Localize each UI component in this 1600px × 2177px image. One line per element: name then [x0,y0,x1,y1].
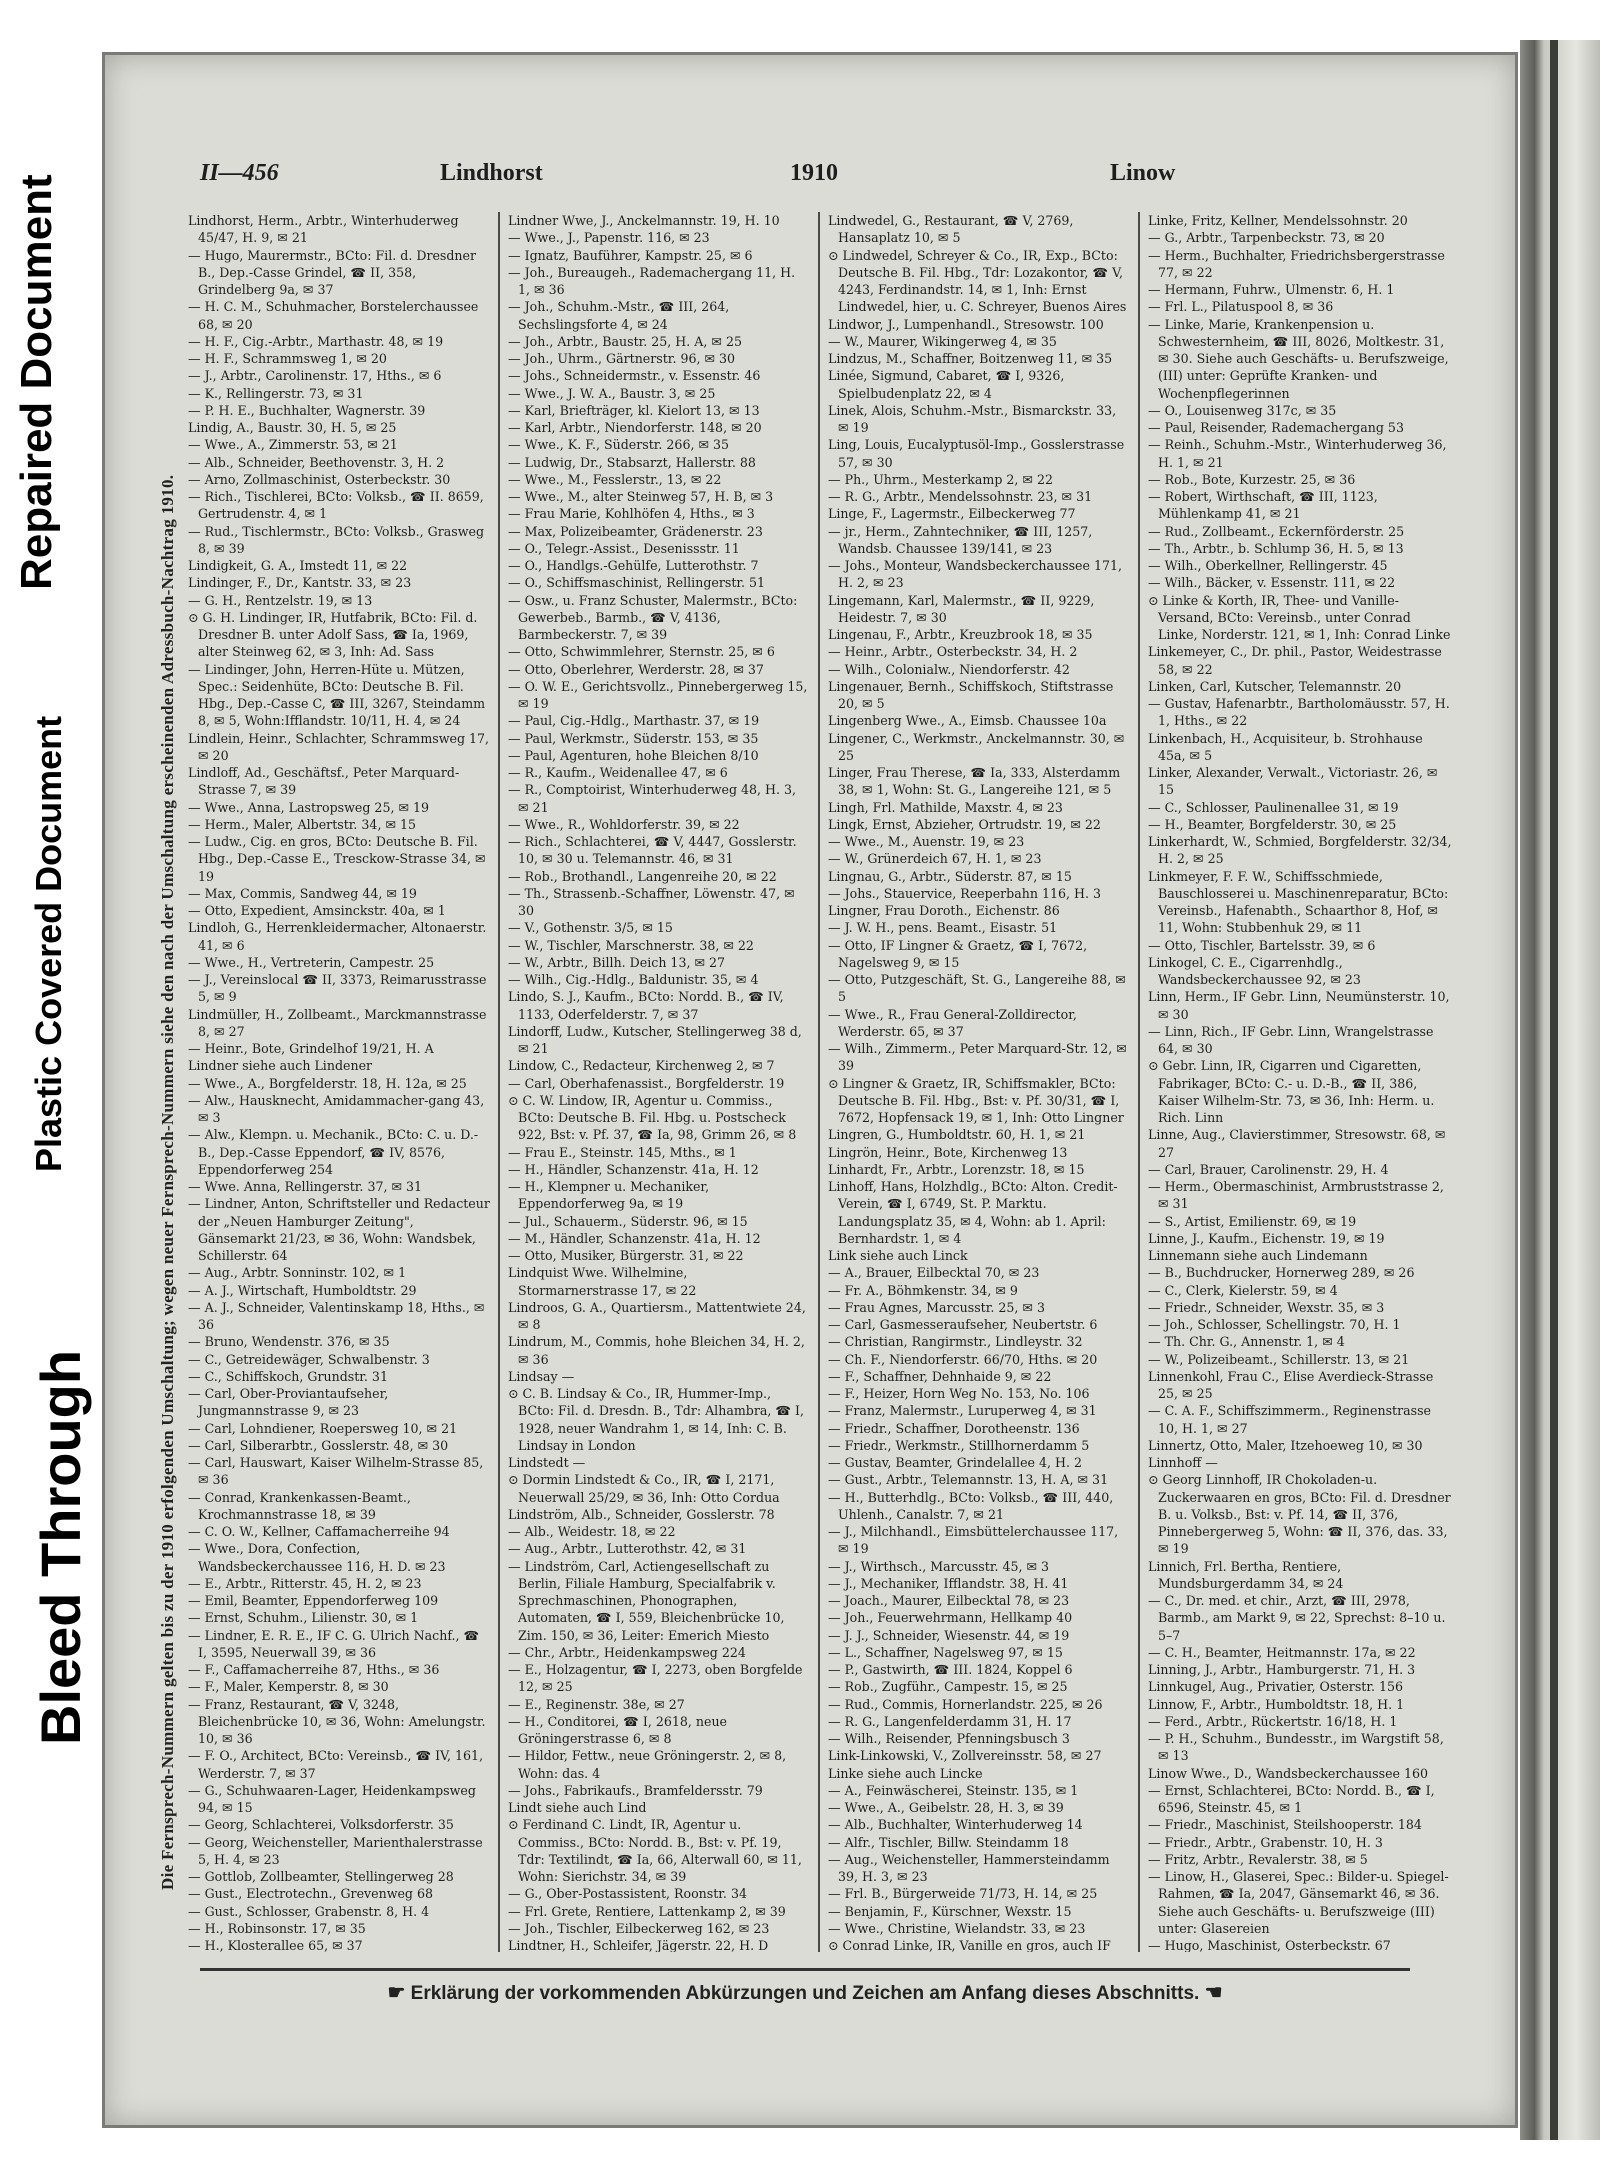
directory-entry: — Conrad, Krankenkassen-Beamt., Krochmannstrasse 18, ✉ 39 [188,1489,411,1522]
directory-entry: — Wwe., Christine, Wielandstr. 33, ✉ 23 [828,1920,1086,1936]
directory-entry: — A. J., Wirtschaft, Humboldtstr. 29 [188,1282,417,1298]
directory-entry: — Christian, Rangirmstr., Lindleystr. 32 [828,1334,1083,1350]
directory-entry: — J., Vereinslocal ☎ II, 3373, Reimarusstrasse 5, ✉ 9 [188,972,487,1005]
footer [200,1980,1410,2005]
directory-entry: — jr., Herm., Zahntechniker, ☎ III, 1257, Wandsb. Chaussee 139/141, ✉ 23 [828,523,1093,556]
directory-entry: — Linow, H., Glaserei, Spec.: Bilder-u. Spiegel-Rahmen, ☎ Ia, 2047, Gänsemarkt 46, ✉ 36. Siehe auch Geschäfts- u. Berufszweige (III) unter: Glasereien [1148,1869,1449,1936]
directory-entry: Lingener, C., Werkmstr., Anckelmannstr. 30, ✉ 25 [828,730,1125,763]
directory-entry: — Wwe., J. W. A., Baustr. 3, ✉ 25 [508,385,716,401]
directory-entry: — P. H. E., Buchhalter, Wagnerstr. 39 [188,402,426,418]
directory-entry: — Friedr., Schneider, Wexstr. 35, ✉ 3 [1148,1299,1385,1315]
directory-entry: — Johs., Stauervice, Reeperbahn 116, H. 3 [828,885,1102,901]
directory-entry: — Wilh., Zimmerm., Peter Marquard-Str. 12, ✉ 39 [828,1041,1127,1074]
directory-entry: — O., Handlgs.-Gehülfe, Lutterothstr. 7 [508,558,759,573]
directory-entry: — C., Dr. med. et chir., Arzt, ☎ III, 2978, Barmb., am Markt 9, ✉ 22, Sprechst: 8–10 u. 5–7 [1148,1593,1446,1643]
directory-entry: — Aug., Arbtr., Lutterothstr. 42, ✉ 31 [508,1541,747,1557]
directory-entry: — S., Artist, Emilienstr. 69, ✉ 19 [1148,1213,1357,1229]
directory-entry: — Hugo, Maschinist, Osterbeckstr. 67 [1148,1938,1391,1952]
directory-entry: Lindmüller, H., Zollbeamt., Marckmannstrasse 8, ✉ 27 [188,1006,487,1039]
directory-entry: — Wwe., A., Zimmerstr. 53, ✉ 21 [188,437,398,453]
directory-entry: — Otto, Musiker, Bürgerstr. 31, ✉ 22 [508,1248,744,1263]
directory-entry: Linken, Carl, Kutscher, Telemannstr. 20 [1148,678,1402,694]
directory-entry: — Gust., Schlosser, Grabenstr. 8, H. 4 [188,1903,430,1919]
directory-entry: — Hermann, Fuhrw., Ulmenstr. 6, H. 1 [1148,282,1395,297]
directory-entry: Lingnau, G., Arbtr., Süderstr. 87, ✉ 15 [828,868,1072,884]
directory-entry: ⊙ Gebr. Linn, IR, Cigarren und Cigaretten, Fabrikager, BCto: C.- u. D.-B., ☎ II, 386, Kaiser Wilhelm-Str. 73, ✉ 36, Inh: Herm. u. Rich. Linn [1148,1058,1435,1125]
directory-entry: — Rud., Commis, Hornerlandstr. 225, ✉ 26 [828,1696,1103,1712]
directory-entry: Linge, F., Lagermstr., Eilbeckerweg 77 [828,506,1076,522]
directory-entry: Lindigkeit, G. A., Imstedt 11, ✉ 22 [188,558,408,573]
directory-entry: — Wilh., Cig.-Hdlg., Baldunistr. 35, ✉ 4 [508,972,759,987]
directory-entry: — Georg, Weichensteller, Marienthalerstrasse 5, H. 4, ✉ 23 [188,1834,483,1867]
directory-entry: — Bruno, Wendenstr. 376, ✉ 35 [188,1334,390,1350]
directory-entry: — Alfr., Tischler, Billw. Steindamm 18 [828,1834,1069,1850]
directory-entry: — G., Schuhwaaren-Lager, Heidenkampsweg 94, ✉ 15 [188,1782,476,1815]
column-4 [1140,212,1460,1952]
directory-entry: — Arno, Zollmaschinist, Osterbeckstr. 30 [188,471,451,487]
directory-entry: — W., Polizeibeamt., Schillerstr. 13, ✉ 21 [1148,1351,1410,1367]
directory-entry: — Carl, Ober-Proviantaufseher, Jungmannstrasse 9, ✉ 23 [188,1386,389,1419]
directory-entry: — A., Brauer, Eilbecktal 70, ✉ 23 [828,1265,1040,1281]
footer-text: Erklärung der vorkommenden Abkürzungen und Zeichen am Anfang dieses Abschnitts. [410,1983,1200,2004]
directory-entry: — G. H., Rentzelstr. 19, ✉ 13 [188,592,373,608]
directory-entry: Lindinger, F., Dr., Kantstr. 33, ✉ 23 [188,575,412,591]
directory-entry: — Wilh., Bäcker, v. Essenstr. 111, ✉ 22 [1148,575,1396,591]
directory-entry: — Joh., Uhrm., Gärtnerstr. 96, ✉ 30 [508,351,736,366]
directory-entry: — Ernst, Schlachterei, BCto: Nordd. B., ☎ I, 6596, Steinstr. 45, ✉ 1 [1148,1782,1435,1815]
directory-entry: — Gustav, Hafenarbtr., Bartholomäusstr. 57, H. 1, Hths., ✉ 22 [1148,696,1450,729]
directory-entry: — Rich., Tischlerei, BCto: Volksb., ☎ II. 8659, Gertrudenstr. 4, ✉ 1 [188,489,484,522]
directory-entry: — Joh., Schuhm.-Mstr., ☎ III, 264, Sechslingsforte 4, ✉ 24 [508,299,730,332]
directory-entry: — Carl, Brauer, Carolinenstr. 29, H. 4 [1148,1161,1389,1177]
directory-entry: — Frau Agnes, Marcusstr. 25, ✉ 3 [828,1299,1045,1315]
page-edge [1520,40,1600,2140]
pointing-hand-icon: ☚ [1204,1982,1223,2004]
directory-entry: Lingenauer, Bernh., Schiffskoch, Stiftstrasse 20, ✉ 5 [828,678,1114,711]
directory-entry: — Herm., Maler, Albertstr. 34, ✉ 15 [188,816,417,832]
directory-entry: — J., Wirthsch., Marcusstr. 45, ✉ 3 [828,1558,1050,1574]
directory-entry: — Aug., Arbtr. Sonninstr. 102, ✉ 1 [188,1265,407,1281]
directory-entry: — Ph., Uhrm., Mesterkamp 2, ✉ 22 [828,471,1053,487]
directory-entry: — J., Mechaniker, Ifflandstr. 38, H. 41 [828,1575,1069,1591]
directory-entry: — E., Reginenstr. 38e, ✉ 27 [508,1696,685,1712]
directory-entry: — Otto, Tischler, Bartelsstr. 39, ✉ 6 [1148,937,1376,953]
directory-entry: — M., Händler, Schanzenstr. 41a, H. 12 [508,1230,761,1246]
directory-entry: — J., Milchhandl., Eimsbüttelerchaussee 117, ✉ 19 [828,1524,1119,1557]
directory-entry: — E., Holzagentur, ☎ I, 2273, oben Borgfelde 12, ✉ 25 [508,1662,803,1695]
directory-entry: — Rob., Zugführ., Campestr. 15, ✉ 25 [828,1679,1068,1695]
directory-entry: — Lindinger, John, Herren-Hüte u. Mützen, Spec.: Seidenhüte, BCto: Deutsche B. Fil. Hbg., Dep.-Casse C, ☎ III, 3267, Steindamm 8, ✉ 5, Wohn:Ifflandstr. 10/11, H. 4, ✉ 24 [188,661,486,729]
directory-entry: — Linn, Rich., IF Gebr. Linn, Wrangelstrasse 64, ✉ 30 [1148,1023,1434,1056]
directory-entry: — W., Grünerdeich 67, H. 1, ✉ 23 [828,851,1042,867]
directory-entry: — R., Kaufm., Weidenallee 47, ✉ 6 [508,765,728,780]
directory-entry: — F. O., Architect, BCto: Vereinsb., ☎ IV, 161, Werderstr. 7, ✉ 37 [188,1748,484,1781]
directory-entry: — Carl, Hauswart, Kaiser Wilhelm-Strasse 85, ✉ 36 [188,1455,484,1488]
directory-entry: — G., Arbtr., Tarpenbeckstr. 73, ✉ 20 [1148,230,1385,246]
directory-entry: — F., Heizer, Horn Weg No. 153, No. 106 [828,1386,1090,1401]
directory-entry: — J. W. H., pens. Beamt., Eisastr. 51 [828,920,1058,936]
directory-entry: — B., Buchdrucker, Hornerweg 289, ✉ 26 [1148,1265,1415,1281]
directory-entry: — Alw., Hausknecht, Amidammacher-gang 43, ✉ 3 [188,1092,485,1125]
directory-entry: Lindorff, Ludw., Kutscher, Stellingerweg 38 d, ✉ 21 [508,1023,802,1056]
directory-entry: — Hugo, Maurermstr., BCto: Fil. d. Dresdner B., Dep.-Casse Grindel, ☎ II, 358, Grindelberg 9a, ✉ 37 [188,247,477,297]
directory-entry: Lingner, Frau Doroth., Eichenstr. 86 [828,903,1060,918]
pointing-hand-icon: ☛ [387,1982,406,2004]
directory-entry: — Joach., Maurer, Eilbecktal 78, ✉ 23 [828,1593,1070,1608]
directory-entry: — A. J., Schneider, Valentinskamp 18, Hths., ✉ 36 [188,1299,485,1332]
directory-entry: — Wilh., Oberkellner, Rellingerstr. 45 [1148,558,1388,573]
directory-entry: — R., Comptoirist, Winterhuderweg 48, H. 3, ✉ 21 [508,782,797,815]
directory-entry: — Frl. B., Bürgerweide 71/73, H. 14, ✉ 25 [828,1886,1098,1902]
directory-entry: — H., Klosterallee 65, ✉ 37 [188,1938,363,1952]
plastic-covered-document-label: Plastic Covered Document [28,715,69,1172]
directory-entry: — Chr., Arbtr., Heidenkampsweg 224 [508,1644,746,1660]
directory-entry: — R. G., Arbtr., Mendelssohnstr. 23, ✉ 31 [828,489,1093,504]
directory-entry: ⊙ Conrad Linke, IR, Vanille en gros, auch IF [828,1938,1111,1952]
directory-entry: — Osw., u. Franz Schuster, Malermstr., BCto: Gewerbeb., Barmb., ☎ V, 4136, Barmbeckerstr. 7, ✉ 39 [508,592,798,642]
directory-entry: — Rob., Brothandl., Langenreihe 20, ✉ 22 [508,868,777,884]
directory-entry: Lindwedel, G., Restaurant, ☎ V, 2769, Hansaplatz 10, ✉ 5 [828,213,1074,246]
directory-entry: — H. C. M., Schuhmacher, Borstelerchaussee 68, ✉ 20 [188,299,479,332]
directory-entry: Lindt siehe auch Lind [508,1800,647,1815]
directory-entry: Linnenkohl, Frau C., Elise Averdieck-Strasse 25, ✉ 25 [1148,1368,1434,1401]
directory-entry: Lindroos, G. A., Quartiersm., Mattentwiete 24, ✉ 8 [508,1299,806,1332]
directory-entry: — H., Beamter, Borgfelderstr. 30, ✉ 25 [1148,816,1397,832]
directory-entry: — Wwe., M., alter Steinweg 57, H. B, ✉ 3 [508,489,774,504]
directory-entry: — Georg, Schlachterei, Volksdorferstr. 35 [188,1817,454,1833]
directory-entry: ⊙ Dormin Lindstedt & Co., IR, ☎ I, 2171, Neuerwall 25/29, ✉ 36, Inh: Otto Cordua [508,1472,780,1505]
directory-entry: — Joh., Tischler, Eilbeckerweg 162, ✉ 23 [508,1920,770,1936]
directory-entry: — Ludwig, Dr., Stabsarzt, Hallerstr. 88 [508,454,756,470]
directory-entry: Linnemann siehe auch Lindemann [1148,1248,1368,1263]
directory-entry: — Fr. A., Böhmkenstr. 34, ✉ 9 [828,1282,1018,1298]
directory-entry: — Otto, Schwimmlehrer, Sternstr. 25, ✉ 6 [508,644,775,660]
directory-entry: — Frl. Grete, Rentiere, Lattenkamp 2, ✉ 39 [508,1903,786,1919]
directory-entry: — Wwe., A., Geibelstr. 28, H. 3, ✉ 39 [828,1800,1064,1815]
directory-entry: — C., Schiffskoch, Grundstr. 31 [188,1368,388,1384]
directory-entry: Lindner siehe auch Lindener [188,1058,373,1074]
directory-entry: — Wwe., J., Papenstr. 116, ✉ 23 [508,230,710,246]
directory-entry: Lindtner, H., Schleifer, Jägerstr. 22, H. D [508,1938,769,1952]
directory-entry: Lindo, S. J., Kaufm., BCto: Nordd. B., ☎ IV, 1133, Oderfelderstr. 7, ✉ 37 [508,989,784,1022]
footer-rule [200,1968,1410,1971]
directory-entry: — Franz, Restaurant, ☎ V, 3248, Bleichenbrücke 10, ✉ 36, Wohn: Amelungstr. 10, ✉ 36 [188,1696,486,1746]
directory-entry: — Carl, Lohndiener, Roepersweg 10, ✉ 21 [188,1420,458,1436]
directory-entry: — Wwe., M., Auenstr. 19, ✉ 23 [828,834,1025,849]
directory-entry: Lindner Wwe, J., Anckelmannstr. 19, H. 10 [508,213,780,228]
directory-entry: — Max, Commis, Sandweg 44, ✉ 19 [188,885,417,901]
directory-entry: — H. F., Schrammsweg 1, ✉ 20 [188,351,387,366]
directory-entry: — Rud., Tischlermstr., BCto: Volksb., Grasweg 8, ✉ 39 [188,523,485,556]
directory-entry: — Otto, Putzgeschäft, St. G., Langereihe 88, ✉ 5 [828,972,1126,1005]
directory-entry: — V., Gothenstr. 3/5, ✉ 15 [508,920,673,936]
directory-entry: — J. J., Schneider, Wiesenstr. 44, ✉ 19 [828,1627,1070,1643]
directory-entry: — C. H., Beamter, Heitmannstr. 17a, ✉ 22 [1148,1644,1416,1660]
directory-entry: ⊙ Linke & Korth, IR, Thee- und Vanille-Versand, BCto: Vereinsb., unter Conrad Linke, Norderstr. 121, ✉ 1, Inh: Conrad Linke [1148,592,1451,642]
directory-entry: — G., Ober-Postassistent, Roonstr. 34 [508,1886,747,1902]
directory-entry: Lingk, Ernst, Abzieher, Ortrudstr. 19, ✉ 22 [828,816,1101,832]
directory-entry: — H., Butterhdlg., BCto: Volksb., ☎ III, 440, Uhlenh., Canalstr. 7, ✉ 21 [828,1489,1114,1522]
directory-entry: ⊙ C. W. Lindow, IR, Agentur u. Commiss., BCto: Deutsche B. Fil. Hbg. u. Postscheck 922, Bst: v. Pf. 37, ☎ Ia, 98, Grimm 26, ✉ 8 [508,1092,797,1143]
directory-entry: Lindloh, G., Herrenkleidermacher, Altonaerstr. 41, ✉ 6 [188,920,487,953]
margin-note: Die Fernsprech-Nummern gelten bis zu der 1910 erfolgenden Umschaltung; wegen neuer Fernsprech-Nummern siehe den nach der Umschaltung erscheinenden Adressbuch-Nachtrag 1910. [158,474,177,1890]
directory-entry: Linhardt, Fr., Arbtr., Lorenzstr. 18, ✉ 15 [828,1161,1085,1177]
directory-entry: Lindhorst, Herm., Arbtr., Winterhuderweg 45/47, H. 9, ✉ 21 [188,213,459,246]
directory-entry: — Friedr., Schaffner, Dorotheenstr. 136 [828,1420,1080,1436]
directory-entry: — Th., Strassenb.-Schaffner, Löwenstr. 47, ✉ 30 [508,885,795,918]
directory-entry: — Karl, Briefträger, kl. Kielort 13, ✉ 13 [508,402,760,418]
directory-entry: Ling, Louis, Eucalyptusöl-Imp., Gosslerstrasse 57, ✉ 30 [828,437,1125,470]
directory-entry: Linnhoff — [1148,1455,1218,1470]
label-strip [0,0,100,2177]
directory-entry: — Lindner, Anton, Schriftsteller und Redacteur der „Neuen Hamburger Zeitung", Gänsemarkt 21/23, ✉ 36, Wohn: Wandsbek, Schillerstr. 64 [188,1196,490,1263]
directory-entry: Lindloff, Ad., Geschäftsf., Peter Marquard-Strasse 7, ✉ 39 [188,765,460,798]
directory-entry: — W., Arbtr., Billh. Deich 13, ✉ 27 [508,954,726,970]
directory-entry: — Emil, Beamter, Eppendorferweg 109 [188,1593,439,1608]
directory-entry: — Johs., Monteur, Wandsbeckerchaussee 171, H. 2, ✉ 23 [828,558,1122,591]
directory-entry: ⊙ Lindwedel, Schreyer & Co., IR, Exp., BCto: Deutsche B. Fil. Hbg., Tdr: Lozakontor, ☎ V, 4243, Ferdinandstr. 14, ✉ 1, Inh: Ernst Lindwedel, hier, u. C. Schreyer, Buenos Aires [828,247,1127,315]
header-first-name: Lindhorst [440,160,543,186]
directory-entry: — R. G., Langenfelderdamm 31, H. 17 [828,1713,1072,1729]
directory-entry: — Ignatz, Bauführer, Kampstr. 25, ✉ 6 [508,247,753,263]
directory-entry: — Carl, Oberhafenassist., Borgfelderstr. 19 [508,1075,785,1091]
directory-entry: — Ludw., Cig. en gros, BCto: Deutsche B. Fil. Hbg., Dep.-Casse E., Tresckow-Strasse 34, ✉ 19 [188,834,486,884]
directory-entry: — Max, Polizeibeamter, Grädenerstr. 23 [508,523,763,539]
column-2 [500,212,820,1952]
directory-entry: — C., Schlosser, Paulinenallee 31, ✉ 19 [1148,799,1399,815]
directory-entry: — Joh., Arbtr., Baustr. 25, H. A, ✉ 25 [508,333,742,349]
directory-entry: — C. O. W., Kellner, Caffamacherreihe 94 [188,1524,450,1539]
directory-entry: — Johs., Schneidermstr., v. Essenstr. 46 [508,368,761,384]
directory-entry: — Robert, Wirthschaft, ☎ III, 1123, Mühlenkamp 41, ✉ 21 [1148,489,1378,522]
directory-entry: ⊙ C. B. Lindsay & Co., IR, Hummer-Imp., BCto: Fil. d. Dresdn. B., Tdr: Alhambra, ☎ I, 1928, neuer Wandrahm 1, ✉ 14, Inh: C. B. Lindsay in London [508,1386,805,1453]
directory-entry: — A., Feinwäscherei, Steinstr. 135, ✉ 1 [828,1782,1079,1798]
directory-entry: Lindzus, M., Schaffner, Boitzenweg 11, ✉ 35 [828,351,1113,366]
directory-entry: Linkerhardt, W., Schmied, Borgfelderstr. 32/34, H. 2, ✉ 25 [1148,834,1452,867]
directory-entry: — Wwe., K. F., Süderstr. 266, ✉ 35 [508,437,730,453]
directory-entry: — Benjamin, F., Kürschner, Wexstr. 15 [828,1903,1072,1919]
directory-entry: Linning, J., Arbtr., Hamburgerstr. 71, H. 3 [1148,1662,1416,1677]
directory-entry: Linée, Sigmund, Cabaret, ☎ I, 9326, Spielbudenplatz 22, ✉ 4 [828,368,1065,401]
directory-entry: — Aug., Weichensteller, Hammersteindamm 39, H. 3, ✉ 23 [828,1851,1110,1884]
directory-entry: — Wilh., Reisender, Pfenningsbusch 3 [828,1731,1070,1746]
directory-entry: — W., Maurer, Wikingerweg 4, ✉ 35 [828,333,1057,349]
directory-entry: Lindrum, M., Commis, hohe Bleichen 34, H. 2, ✉ 36 [508,1334,805,1367]
header-last-name: Linow [1110,160,1176,186]
directory-entry: — H. F., Cig.-Arbtr., Marthastr. 48, ✉ 19 [188,333,444,349]
directory-entry: — Franz, Malermstr., Luruperweg 4, ✉ 31 [828,1403,1097,1419]
directory-entry: — Paul, Agenturen, hohe Bleichen 8/10 [508,747,759,763]
directory-entry: — H., Händler, Schanzenstr. 41a, H. 12 [508,1161,759,1177]
directory-entry: Linne, Aug., Clavierstimmer, Stresowstr. 68, ✉ 27 [1148,1127,1446,1160]
directory-entry: — H., Klempner u. Mechaniker, Eppendorferweg 9a, ✉ 19 [508,1179,710,1212]
header-year: 1910 [790,160,838,186]
directory-entry: Linow Wwe., D., Wandsbeckerchaussee 160 [1148,1765,1429,1781]
directory-entry: Lindwor, J., Lumpenhandl., Stresowstr. 100 [828,316,1104,332]
directory-entry: — L., Schaffner, Nagelsweg 97, ✉ 15 [828,1644,1063,1660]
directory-entry: — Carl, Gasmesseraufseher, Neubertstr. 6 [828,1317,1098,1332]
directory-entry: — Reinh., Schuhm.-Mstr., Winterhuderweg 36, H. 1, ✉ 21 [1148,437,1447,470]
directory-entry: — Herm., Buchhalter, Friedrichsbergerstrasse 77, ✉ 22 [1148,247,1445,280]
directory-entry: — Linke, Marie, Krankenpension u. Schwesternheim, ☎ III, 8026, Moltkestr. 31, ✉ 30. Siehe auch Geschäfts- u. Berufszweige, (III) unter: Geprüfte Kranken- und Wochenpflegerinnen [1148,316,1449,401]
directory-entry: — Alb., Schneider, Beethovenstr. 3, H. 2 [188,454,445,470]
directory-entry: Linke siehe auch Lincke [828,1765,983,1781]
directory-entry: — Gust., Arbtr., Telemannstr. 13, H. A, ✉ 31 [828,1472,1109,1488]
directory-entry: — P. H., Schuhm., Bundesstr., im Wargstift 58, ✉ 13 [1148,1731,1444,1764]
page-number: II—456 [200,160,279,186]
directory-entry: — Otto, Oberlehrer, Werderstr. 28, ✉ 37 [508,661,764,677]
directory-entry: — Carl, Silberarbtr., Gosslerstr. 48, ✉ 30 [188,1437,449,1453]
directory-entry: — Rich., Schlachterei, ☎ V, 4447, Gosslerstr. 10, ✉ 30 u. Telemannstr. 46, ✉ 31 [508,834,797,867]
directory-entry: — O., Louisenweg 317c, ✉ 35 [1148,402,1337,418]
directory-entry: — Frl. L., Pilatuspool 8, ✉ 36 [1148,299,1334,315]
directory-entry: — Johs., Fabrikaufs., Bramfeldersstr. 79 [508,1782,763,1798]
directory-entry: Lindlein, Heinr., Schlachter, Schrammsweg 17, ✉ 20 [188,730,490,763]
directory-entry: — Wwe., Dora, Confection, Wandsbeckerchaussee 116, H. D. ✉ 23 [188,1541,446,1574]
directory-entry: Lindow, C., Redacteur, Kirchenweg 2, ✉ 7 [508,1058,775,1074]
directory-entry: — F., Schaffner, Dehnhaide 9, ✉ 22 [828,1368,1052,1384]
directory-entry: — Rud., Zollbeamt., Eckernförderstr. 25 [1148,523,1405,539]
directory-entry: Lindström, Alb., Schneider, Gosslerstr. 78 [508,1506,775,1522]
bleed-through-label: Bleed Through [29,1349,92,1745]
directory-entry: — J., Arbtr., Carolinenstr. 17, Hths., ✉ 6 [188,368,442,384]
binding-strip [1550,40,1558,2140]
directory-entry: — Lindner, E. R. E., IF C. G. Ulrich Nachf., ☎ I, 3595, Neuerwall 39, ✉ 36 [188,1627,480,1660]
directory-entry: — Fritz, Arbtr., Revalerstr. 38, ✉ 5 [1148,1851,1368,1867]
directory-entry: — Otto, Expedient, Amsinckstr. 40a, ✉ 1 [188,903,446,918]
page-header [200,160,1400,194]
directory-entry: — H., Robinsonstr. 17, ✉ 35 [188,1920,366,1936]
directory-entry: — Ch. F., Niendorferstr. 66/70, Hths. ✉ 20 [828,1351,1098,1367]
directory-columns [180,212,1462,1952]
directory-entry: — E., Arbtr., Ritterstr. 45, H. 2, ✉ 23 [188,1575,422,1591]
directory-entry: — Joh., Bureaugeh., Rademachergang 11, H. 1, ✉ 36 [508,264,796,297]
directory-entry: ⊙ Lingner & Graetz, IR, Schiffsmakler, BCto: Deutsche B. Fil. Hbg., Bst: v. Pf. 30/31, ☎ I, 7672, Hopfensack 19, ✉ 1, Inh: Otto Lingner [828,1075,1124,1125]
directory-entry: — F., Maler, Kemperstr. 8, ✉ 30 [188,1679,389,1695]
directory-entry: Lindsay — [508,1368,575,1384]
directory-entry: — Wilh., Colonialw., Niendorferstr. 42 [828,661,1070,677]
directory-entry: — Frau Marie, Kohlhöfen 4, Hths., ✉ 3 [508,506,755,522]
directory-entry: — O., Telegr.-Assist., Desenissstr. 11 [508,540,740,556]
directory-entry: — Jul., Schauerm., Süderstr. 96, ✉ 15 [508,1213,748,1229]
directory-entry: Linnertz, Otto, Maler, Itzehoeweg 10, ✉ 30 [1148,1437,1423,1453]
directory-entry: — Alw., Klempn. u. Mechanik., BCto: C. u. D.-B., Dep.-Casse Eppendorf, ☎ IV, 8576, Eppendorferweg 254 [188,1127,479,1177]
directory-entry: — Alb., Buchhalter, Winterhuderweg 14 [828,1817,1083,1833]
directory-entry: — Joh., Schlosser, Schellingstr. 70, H. 1 [1148,1317,1401,1332]
directory-entry: Linek, Alois, Schuhm.-Mstr., Bismarckstr. 33, ✉ 19 [828,402,1117,435]
directory-entry: — Gust., Electrotechn., Grevenweg 68 [188,1886,434,1902]
directory-entry: — H., Conditorei, ☎ I, 2618, neue Gröningerstrasse 6, ✉ 8 [508,1713,728,1746]
directory-entry: — C. A. F., Schiffszimmerm., Reginenstrasse 10, H. 1, ✉ 27 [1148,1403,1432,1436]
directory-entry: — Wwe., A., Borgfelderstr. 18, H. 12a, ✉ 25 [188,1075,467,1091]
directory-entry: — F., Caffamacherreihe 87, Hths., ✉ 36 [188,1662,440,1677]
directory-entry: — K., Rellingerstr. 73, ✉ 31 [188,385,364,401]
directory-entry: Linkemeyer, C., Dr. phil., Pastor, Weidestrasse 58, ✉ 22 [1148,644,1442,677]
directory-entry: — Friedr., Maschinist, Steilshooperstr. 184 [1148,1817,1422,1833]
directory-entry: — Wwe., R., Wohldorferstr. 39, ✉ 22 [508,816,740,832]
directory-entry: — Wwe. Anna, Rellingerstr. 37, ✉ 31 [188,1179,423,1194]
directory-entry: — Otto, IF Lingner & Graetz, ☎ I, 7672, Nagelsweg 9, ✉ 15 [828,937,1088,970]
directory-entry: — O. W. E., Gerichtsvollz., Pinnebergerweg 15, ✉ 19 [508,678,808,711]
directory-entry: Lingh, Frl. Mathilde, Maxstr. 4, ✉ 23 [828,799,1063,815]
directory-entry: — Heinr., Arbtr., Osterbeckstr. 34, H. 2 [828,644,1078,660]
directory-entry: — Karl, Arbtr., Niendorferstr. 148, ✉ 20 [508,420,762,435]
directory-entry: — Ferd., Arbtr., Rückertstr. 16/18, H. 1 [1148,1713,1398,1729]
directory-entry: Linne, J., Kaufm., Eichenstr. 19, ✉ 19 [1148,1230,1385,1246]
directory-entry: Linker, Alexander, Verwalt., Victoriastr. 26, ✉ 15 [1148,765,1438,798]
directory-entry: — Paul, Reisender, Rademachergang 53 [1148,420,1404,435]
directory-entry: — Wwe., H., Vertreterin, Campestr. 25 [188,954,435,970]
directory-entry: — Paul, Werkmstr., Süderstr. 153, ✉ 35 [508,730,759,746]
directory-entry: — C., Clerk, Kielerstr. 59, ✉ 4 [1148,1282,1338,1298]
directory-entry: Lindstedt — [508,1455,586,1470]
directory-entry: Lingren, G., Humboldtstr. 60, H. 1, ✉ 21 [828,1127,1086,1143]
directory-entry: — Lindström, Carl, Actiengesellschaft zu Berlin, Filiale Hamburg, Specialfabrik v. Sprechmaschinen, Phonographen, Automaten, ☎ I, 559, Bleichenbrücke 10, Zim. 150, ✉ 36, Leiter: Emerich Miesto [508,1558,785,1643]
directory-entry: — Gottlob, Zollbeamter, Stellingerweg 28 [188,1869,454,1884]
directory-entry: — Th. Chr. G., Annenstr. 1, ✉ 4 [1148,1334,1345,1350]
directory-entry: Linger, Frau Therese, ☎ Ia, 333, Alsterdamm 38, ✉ 1, Wohn: St. G., Langereihe 121, ✉ 5 [828,765,1121,798]
directory-entry: — Gustav, Beamter, Grindelallee 4, H. 2 [828,1455,1082,1470]
directory-entry: Lingemann, Karl, Malermstr., ☎ II, 9229, Heidestr. 7, ✉ 30 [828,592,1095,625]
directory-entry: Linnkugel, Aug., Privatier, Osterstr. 156 [1148,1679,1404,1695]
directory-entry: Lingenau, F., Arbtr., Kreuzbrook 18, ✉ 35 [828,627,1093,642]
directory-entry: Lindig, A., Baustr. 30, H. 5, ✉ 25 [188,420,397,435]
directory-entry: Link-Linkowski, V., Zollvereinsstr. 58, ✉ 27 [828,1748,1102,1764]
directory-entry: — O., Schiffsmaschinist, Rellingerstr. 51 [508,575,766,591]
directory-entry: ⊙ G. H. Lindinger, IR, Hutfabrik, BCto: Fil. d. Dresdner B. unter Adolf Sass, ☎ Ia, 1969, alter Steinweg 62, ✉ 3, Inh: Ad. Sass [188,609,478,660]
directory-entry: Linnich, Frl. Bertha, Rentiere, Mundsburgerdamm 34, ✉ 24 [1148,1558,1344,1591]
directory-entry: — Friedr., Werkmstr., Stillhornerdamm 5 [828,1437,1090,1453]
directory-entry: — Rob., Bote, Kurzestr. 25, ✉ 36 [1148,471,1356,487]
directory-entry: — Hildor, Fettw., neue Gröningerstr. 2, ✉ 8, Wohn: das. 4 [508,1748,787,1781]
directory-entry: Linhoff, Hans, Holzhdlg., BCto: Alton. Credit-Verein, ☎ I, 6749, St. P. Marktu. Landungsplatz 35, ✉ 4, Wohn: ab 1. April: Bernhardstr. 1, ✉ 4 [828,1179,1118,1246]
directory-entry: — Paul, Cig.-Hdlg., Marthastr. 37, ✉ 19 [508,713,760,729]
directory-entry: — Joh., Feuerwehrmann, Hellkamp 40 [828,1610,1073,1626]
directory-entry: Lindquist Wwe. Wilhelmine, Stormarnerstrasse 17, ✉ 22 [508,1265,697,1298]
directory-entry: Linkenbach, H., Acquisiteur, b. Strohhause 45a, ✉ 5 [1148,730,1423,763]
directory-entry: — Alb., Weidestr. 18, ✉ 22 [508,1524,676,1539]
repaired-document-label: Repaired Document [12,174,61,590]
directory-entry: — Heinr., Bote, Grindelhof 19/21, H. A [188,1041,434,1056]
directory-entry: — Friedr., Arbtr., Grabenstr. 10, H. 3 [1148,1834,1383,1850]
directory-entry: — Ernst, Schuhm., Lilienstr. 30, ✉ 1 [188,1610,419,1626]
directory-entry: — Frau E., Steinstr. 145, Mths., ✉ 1 [508,1144,737,1160]
directory-entry: — W., Tischler, Marschnerstr. 38, ✉ 22 [508,937,754,953]
column-1 [180,212,500,1952]
column-3 [820,212,1140,1952]
directory-entry: Lingrön, Heinr., Bote, Kirchenweg 13 [828,1144,1068,1160]
directory-entry: — Wwe., R., Frau General-Zolldirector, Werderstr. 65, ✉ 37 [828,1006,1077,1039]
directory-entry: Link siehe auch Linck [828,1248,968,1263]
directory-entry: Linkogel, C. E., Cigarrenhdlg., Wandsbeckerchaussee 92, ✉ 23 [1148,954,1361,987]
directory-entry: — P., Gastwirth, ☎ III. 1824, Koppel 6 [828,1662,1073,1677]
directory-entry: ⊙ Georg Linnhoff, IR Chokoladen-u. Zuckerwaaren en gros, BCto: Fil. d. Dresdner B. u. Volksb., Bst: v. Pf. 14, ☎ II, 376, Pinnebergerweg 5, Wohn: ☎ II, 376, das. 33, ✉ 19 [1148,1472,1451,1557]
directory-entry: Linke, Fritz, Kellner, Mendelssohnstr. 20 [1148,213,1408,228]
directory-entry: — Wwe., Anna, Lastropsweg 25, ✉ 19 [188,799,430,815]
directory-entry: — Wwe., M., Fesslerstr., 13, ✉ 22 [508,471,722,487]
directory-entry: — Herm., Obermaschinist, Armbruststrasse 2, ✉ 31 [1148,1179,1444,1212]
directory-entry: — Th., Arbtr., b. Schlump 36, H. 5, ✉ 13 [1148,540,1404,556]
directory-entry: Linn, Herm., IF Gebr. Linn, Neumünsterstr. 10, ✉ 30 [1148,989,1450,1022]
directory-entry: Linnow, F., Arbtr., Humboldtstr. 18, H. 1 [1148,1696,1405,1712]
directory-entry: Lingenberg Wwe., A., Eimsb. Chaussee 10a [828,713,1107,729]
directory-entry: — C., Getreidewäger, Schwalbenstr. 3 [188,1351,430,1367]
directory-entry: Linkmeyer, F. F. W., Schiffsschmiede, Bauschlosserei u. Maschinenreparatur, BCto: Vereinsb., Hafenabth., Schaarthor 8, Hof, ✉ 11, Wohn: Stubbenhuk 29, ✉ 11 [1148,868,1449,936]
directory-entry: ⊙ Ferdinand C. Lindt, IR, Agentur u. Commiss., BCto: Nordd. B., Bst: v. Pf. 19, Tdr: Textilindt, ☎ Ia, 66, Alterwall 60, ✉ 11, Wohn: Sierichstr. 34, ✉ 39 [508,1817,802,1884]
